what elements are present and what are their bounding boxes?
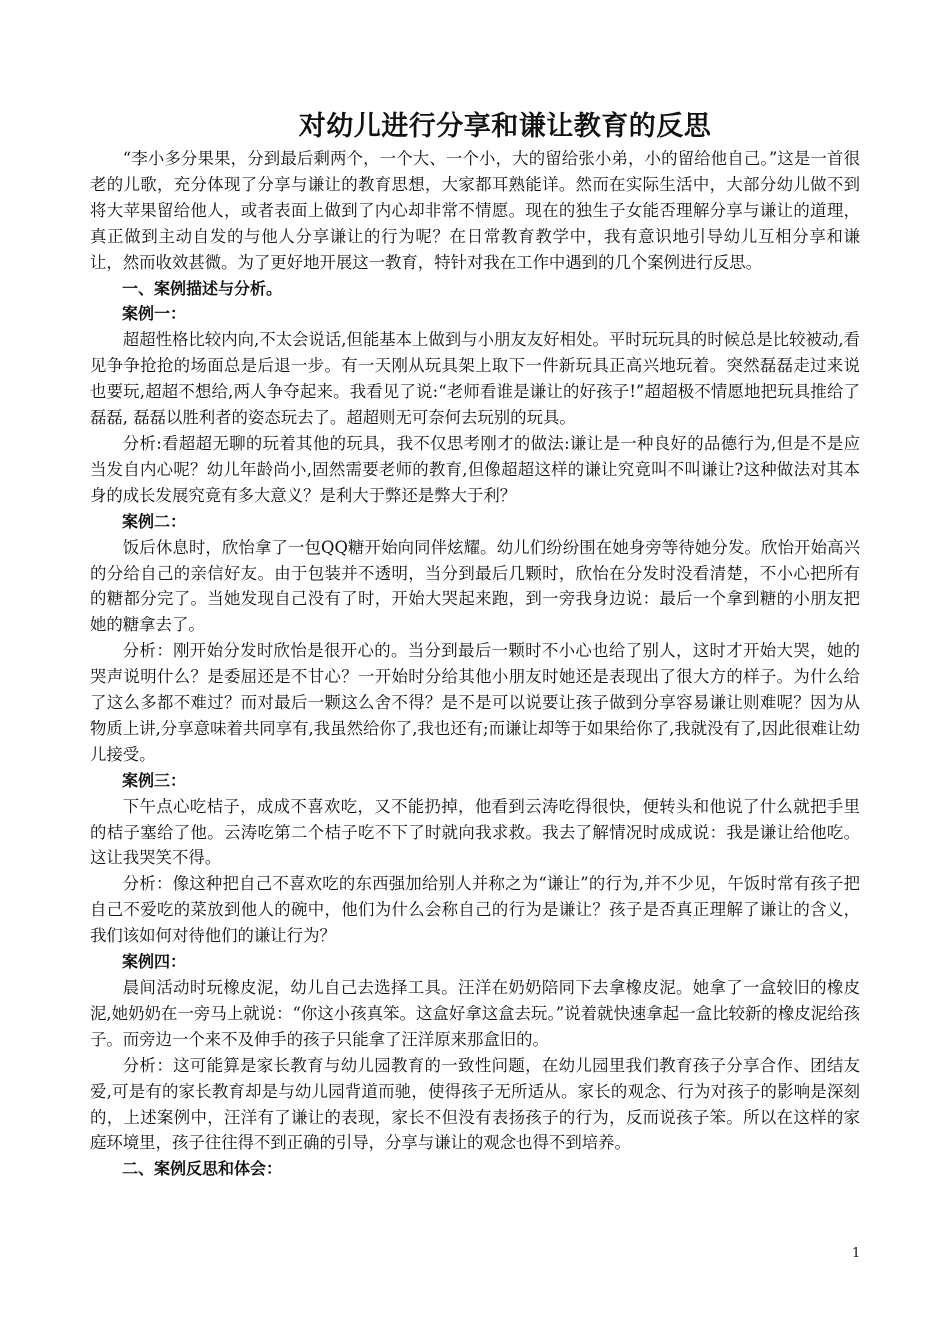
case-3-analysis: 分析：像这种把自己不喜欢吃的东西强加给别人并称之为“谦让”的行为,并不少见，午饭时常有孩子把自己不爱吃的菜放到他人的碗中，他们为什么会称自己的行为是谦让？孩子是否真正理解了谦让的含义，我们该如何对待他们的谦让行为？ (90, 874, 860, 946)
page-number: 1 (852, 1246, 861, 1261)
intro-paragraph: “李小多分果果，分到最后剩两个，一个大、一个小，大的留给张小弟，小的留给他自己。”这是一首很老的儿歌，充分体现了分享与谦让的教育思想，大家都耳熟能详。然而在实际生活中，大部分幼儿做不到将大苹果留给他人，或者表面上做到了内心却非常不情愿。现在的独生子女能否理解分享与谦让的道理，真正做到主动自发的与他人分享谦让的行为呢？在日常教育教学中，我有意识地引导幼儿互相分享和谦让，然而收效甚微。为了更好地开展这一教育，特针对我在工作中遇到的几个案例进行反思。 (90, 149, 860, 272)
case-2-analysis: 分析：刚开始分发时欣怡是很开心的。当分到最后一颗时不小心也给了别人，这时才开始大哭，她的哭声说明什么？是委屈还是不甘心？一开始时分给其他小朋友时她还是表现出了很大方的样子。为什么给了这么多都不难过？而对最后一颗这么舍不得？是不是可以说要让孩子做到分享容易谦让则难呢？因为从物质上讲,分享意味着共同享有,我虽然给你了,我也还有;而谦让却等于如果给你了,我就没有了,因此很难让幼儿接受。 (90, 641, 860, 764)
case-1-analysis: 分析:看超超无聊的玩着其他的玩具，我不仅思考刚才的做法:谦让是一种良好的品德行为,但是不是应当发自内心呢？幼儿年龄尚小,固然需要老师的教育,但像超超这样的谦让究竟叫不叫谦让?这种做法对其本身的成长发展究竟有多大意义？是利大于弊还是弊大于利？ (90, 433, 860, 505)
case-1-heading: 案例一： (122, 304, 187, 324)
case-3-heading: 案例三： (122, 770, 187, 790)
case-3-description: 下午点心吃桔子，成成不喜欢吃，又不能扔掉，他看到云涛吃得很快，便转头和他说了什么就把手里的桔子塞给了他。云涛吃第二个桔子吃不下了时就向我求救。我去了解情况时成成说：我是谦让给他吃。这让我哭笑不得。 (90, 796, 860, 868)
case-1-description: 超超性格比较内向,不太会说话,但能基本上做到与小朋友友好相处。平时玩玩具的时候总是比较被动,看见争争抢抢的场面总是后退一步。有一天刚从玩具架上取下一件新玩具正高兴地玩着。突然磊磊走过来说也要玩,超超不想给,两人争夺起来。我看见了说:“老师看谁是谦让的好孩子!”超超极不情愿地把玩具推给了磊磊, 磊磊以胜利者的姿态玩去了。超超则无可奈何去玩别的玩具。 (90, 330, 860, 428)
document-title: 对幼儿进行分享和谦让教育的反思 (298, 111, 712, 142)
section-heading-2: 二、案例反思和体会： (122, 1159, 283, 1179)
case-4-heading: 案例四： (122, 952, 187, 972)
section-heading-1: 一、案例描述与分析。 (122, 278, 283, 298)
case-4-description: 晨间活动时玩橡皮泥，幼儿自己去选择工具。汪洋在奶奶陪同下去拿橡皮泥。她拿了一盒较旧的橡皮泥,她奶奶在一旁马上就说：“你这小孩真笨。这盒好拿这盒去玩。”说着就快速拿起一盒比较新的橡皮泥给孩子。而旁边一个来不及伸手的孩子只能拿了汪洋原来那盒旧的。 (90, 978, 860, 1049)
case-2-description: 饭后休息时，欣怡拿了一包QQ糖开始向同伴炫耀。幼儿们纷纷围在她身旁等待她分发。欣怡开始高兴的分给自己的亲信好友。由于包装并不透明，当分到最后几颗时，欣怡在分发时没看清楚，不小心把所有的糖都分完了。当她发现自己没有了时，开始大哭起来跑，到一旁我身边说：最后一个拿到糖的小朋友把她的糖拿去了。 (90, 537, 860, 635)
document-body (90, 146, 860, 1182)
case-4-analysis: 分析：这可能算是家长教育与幼儿园教育的一致性问题，在幼儿园里我们教育孩子分享合作、团结友爱,可是有的家长教育却是与幼儿园背道而驰，使得孩子无所适从。家长的观念、行为对孩子的影响是深刻的，上述案例中，汪洋有了谦让的表现，家长不但没有表扬孩子的行为，反而说孩子笨。所以在这样的家庭环境里，孩子往往得不到正确的引导，分享与谦让的观念也得不到培养。 (90, 1055, 860, 1153)
case-2-heading: 案例二： (122, 511, 187, 531)
